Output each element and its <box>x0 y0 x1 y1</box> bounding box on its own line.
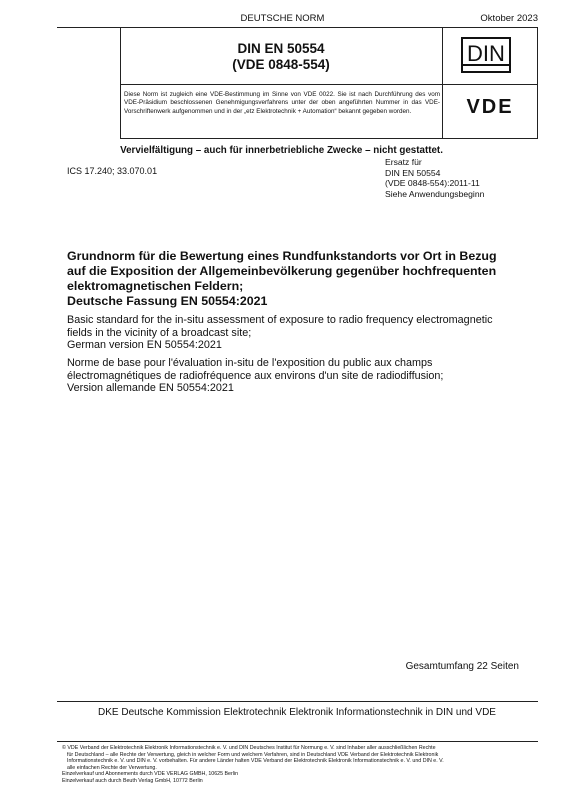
distribution-line: Einzelverkauf auch durch Beuth Verlag GmbH, 10772 Berlin <box>62 777 203 784</box>
title-english-line: fields in the vicinity of a broadcast site; <box>67 326 252 339</box>
header-box-divider <box>442 27 443 139</box>
ics-classification: ICS 17.240; 33.070.01 <box>67 166 158 176</box>
title-english-line: Basic standard for the in-situ assessment of exposure to radio frequency electromagnetic <box>67 314 493 326</box>
header-box-right-border <box>537 27 538 139</box>
total-page-count: Gesamtumfang 22 Seiten <box>405 661 519 672</box>
title-french-line: Norme de base pour l'évaluation in-situ de l'exposition du public aux champs <box>67 357 433 369</box>
committee-top-rule <box>57 701 538 702</box>
title-german-line: auf die Exposition der Allgemeinbevölkerung gegenüber hochfrequenten <box>67 264 497 278</box>
vde-logo-text: VDE <box>466 96 514 116</box>
title-german-version: Deutsche Fassung EN 50554:2021 <box>67 294 268 308</box>
copyright-line: © VDE Verband der Elektrotechnik Elektronik Informationstechnik e. V. und DIN Deutsches Institut für Normung e. V. sind Inhaber aller ausschließlichen Rechte <box>62 745 436 751</box>
vde-regulation-note: Diese Norm ist zugleich eine VDE-Bestimmung im Sinne von VDE 0022. Sie ist nach Durchführung des vom VDE-Präsidium beschlossenen Genehmigungsverfahrens unter der oben angeführten Nummer in das VDE-Vorschriftenwerk aufgenommen und in der „etz Elektrotechnik + Automation“ bekannt gegeben worden. <box>124 91 440 115</box>
header-box-middle-rule <box>120 84 538 85</box>
title-french-version: Version allemande EN 50554:2021 <box>67 382 234 395</box>
replacement-info <box>385 157 484 199</box>
norm-number: DIN EN 50554 <box>237 41 325 56</box>
copyright-notice <box>62 745 504 784</box>
title-french <box>67 357 512 395</box>
application-start-note: Siehe Anwendungsbeginn <box>385 188 485 199</box>
copyright-top-rule <box>57 741 538 742</box>
din-logo-text: DIN <box>467 41 505 66</box>
vde-classification: (VDE 0848-554) <box>232 57 330 72</box>
reproduction-notice: Vervielfältigung – auch für innerbetriebliche Zwecke – nicht gestattet. <box>120 145 443 156</box>
publication-date: Oktober 2023 <box>480 13 538 24</box>
vde-logo-icon <box>455 96 525 116</box>
replaced-norm-number: DIN EN 50554 <box>385 167 441 178</box>
committee-name: DKE Deutsche Kommission Elektrotechnik Elektronik Informationstechnik in DIN und VDE <box>98 707 496 718</box>
replaced-norm-edition: (VDE 0848-554):2011-11 <box>385 178 480 189</box>
header-rule <box>57 27 538 28</box>
distribution-line: Einzelverkauf und Abonnements durch VDE VERLAG GMBH, 10625 Berlin <box>62 771 239 777</box>
din-logo-icon <box>461 37 511 73</box>
title-german <box>67 249 512 309</box>
copyright-line: alle einfachen Rechte der Verwertung. <box>67 764 157 771</box>
header-box-bottom-rule <box>120 138 538 139</box>
copyright-line: Informationstechnik e. V. und DIN e. V. vorbehalten. Für andere Länder halten VDE Verband der Elektrotechnik Elektronik Informationstechnik e. V. und DIN e. V. <box>67 758 444 764</box>
title-german-line: elektromagnetischen Feldern; <box>67 279 244 293</box>
copyright-line: für Deutschland – alle Rechte der Verwertung, gleich in welcher Form und welchem Verfahren, sind in Deutschland VDE Verband der Elektrotechnik Elektronik <box>67 751 439 758</box>
title-english-version: German version EN 50554:2021 <box>67 339 222 352</box>
title-german-line: Grundnorm für die Bewertung eines Rundfunkstandorts vor Ort in Bezug <box>67 249 497 263</box>
title-english <box>67 314 512 352</box>
title-french-line: électromagnétiques de radiofréquence aux environs d'un site de radiodiffusion; <box>67 369 444 382</box>
document-series: DEUTSCHE NORM <box>240 13 325 24</box>
replacement-label: Ersatz für <box>385 157 422 167</box>
